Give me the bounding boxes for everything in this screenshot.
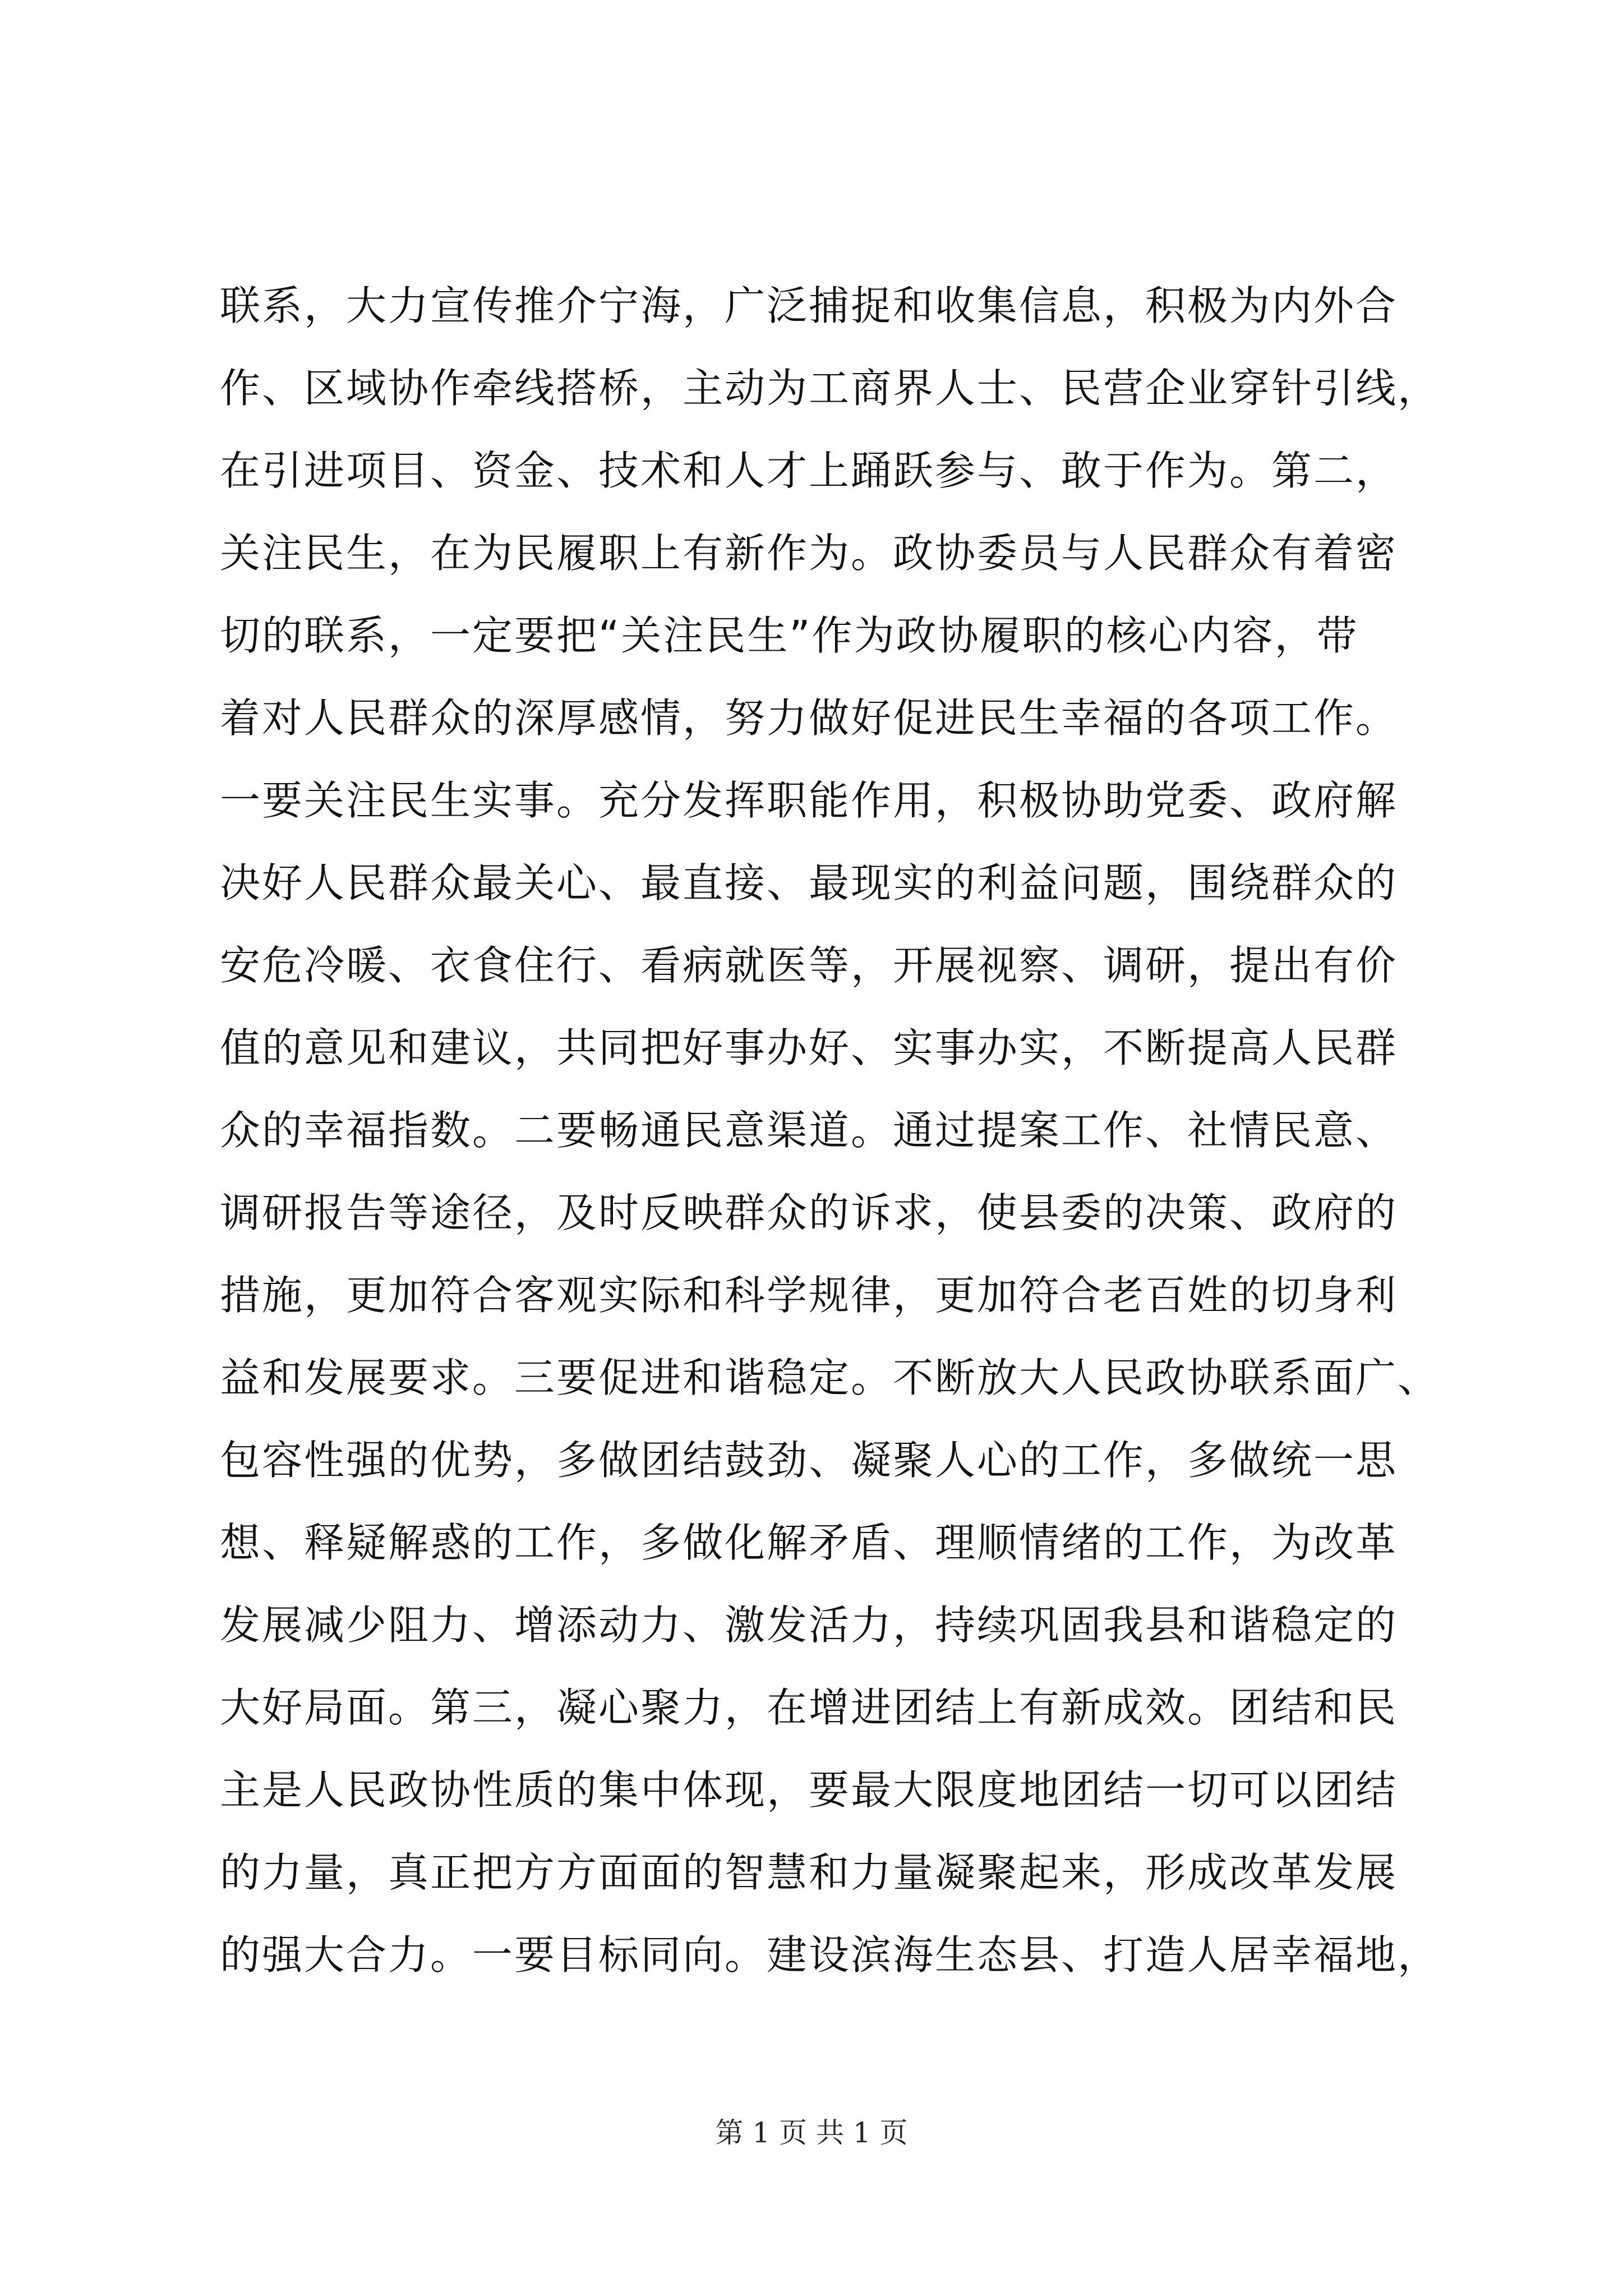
text-line: 的力量，真正把方方面面的智慧和力量凝聚起来，形成改革发展 bbox=[220, 1849, 1398, 1896]
text-line: 调研报告等途径，及时反映群众的诉求，使县委的决策、政府的 bbox=[220, 1189, 1398, 1236]
text-line: 发展减少阻力、增添动力、激发活力，持续巩固我县和谐稳定的 bbox=[220, 1602, 1398, 1649]
text-line: 想、释疑解惑的工作，多做化解矛盾、理顺情绪的工作，为改革 bbox=[220, 1519, 1398, 1566]
text-line: 大好局面。第三，凝心聚力，在增进团结上有新成效。团结和民 bbox=[220, 1684, 1398, 1731]
text-line: 益和发展要求。三要促进和谐稳定。不断放大人民政协联系面广、 bbox=[220, 1354, 1440, 1401]
text-line: 联系，大力宣传推介宁海，广泛捕捉和收集信息，积极为内外合 bbox=[220, 282, 1398, 329]
text-line: 措施，更加符合客观实际和科学规律，更加符合老百姓的切身利 bbox=[220, 1272, 1398, 1319]
text-line: 主是人民政协性质的集中体现，要最大限度地团结一切可以团结 bbox=[220, 1766, 1398, 1814]
text-line: 众的幸福指数。二要畅通民意渠道。通过提案工作、社情民意、 bbox=[220, 1107, 1398, 1154]
text-line: 在引进项目、资金、技术和人才上踊跃参与、敢于作为。第二， bbox=[220, 447, 1398, 494]
text-line: 作、区域协作牵线搭桥，主动为工商界人士、民营企业穿针引线， bbox=[220, 365, 1440, 412]
text-line: 的强大合力。一要目标同向。建设滨海生态县、打造人居幸福地， bbox=[220, 1931, 1440, 1978]
text-line: 安危冷暖、衣食住行、看病就医等，开展视察、调研，提出有价 bbox=[220, 942, 1398, 989]
text-line: 关注民生，在为民履职上有新作为。政协委员与人民群众有着密 bbox=[220, 530, 1398, 577]
body-text bbox=[220, 265, 1440, 1996]
page-footer: 第 1 页 共 1 页 bbox=[715, 2116, 908, 2149]
text-line: 切的联系，一定要把“关注民生”作为政协履职的核心内容，带 bbox=[220, 612, 1359, 659]
text-line: 着对人民群众的深厚感情，努力做好促进民生幸福的各项工作。 bbox=[220, 694, 1398, 742]
text-line: 值的意见和建议，共同把好事办好、实事办实，不断提高人民群 bbox=[220, 1024, 1398, 1071]
text-line: 包容性强的优势，多做团结鼓劲、凝聚人心的工作，多做统一思 bbox=[220, 1437, 1398, 1484]
text-line: 一要关注民生实事。充分发挥职能作用，积极协助党委、政府解 bbox=[220, 777, 1398, 824]
text-line: 决好人民群众最关心、最直接、最现实的利益问题，围绕群众的 bbox=[220, 859, 1398, 907]
